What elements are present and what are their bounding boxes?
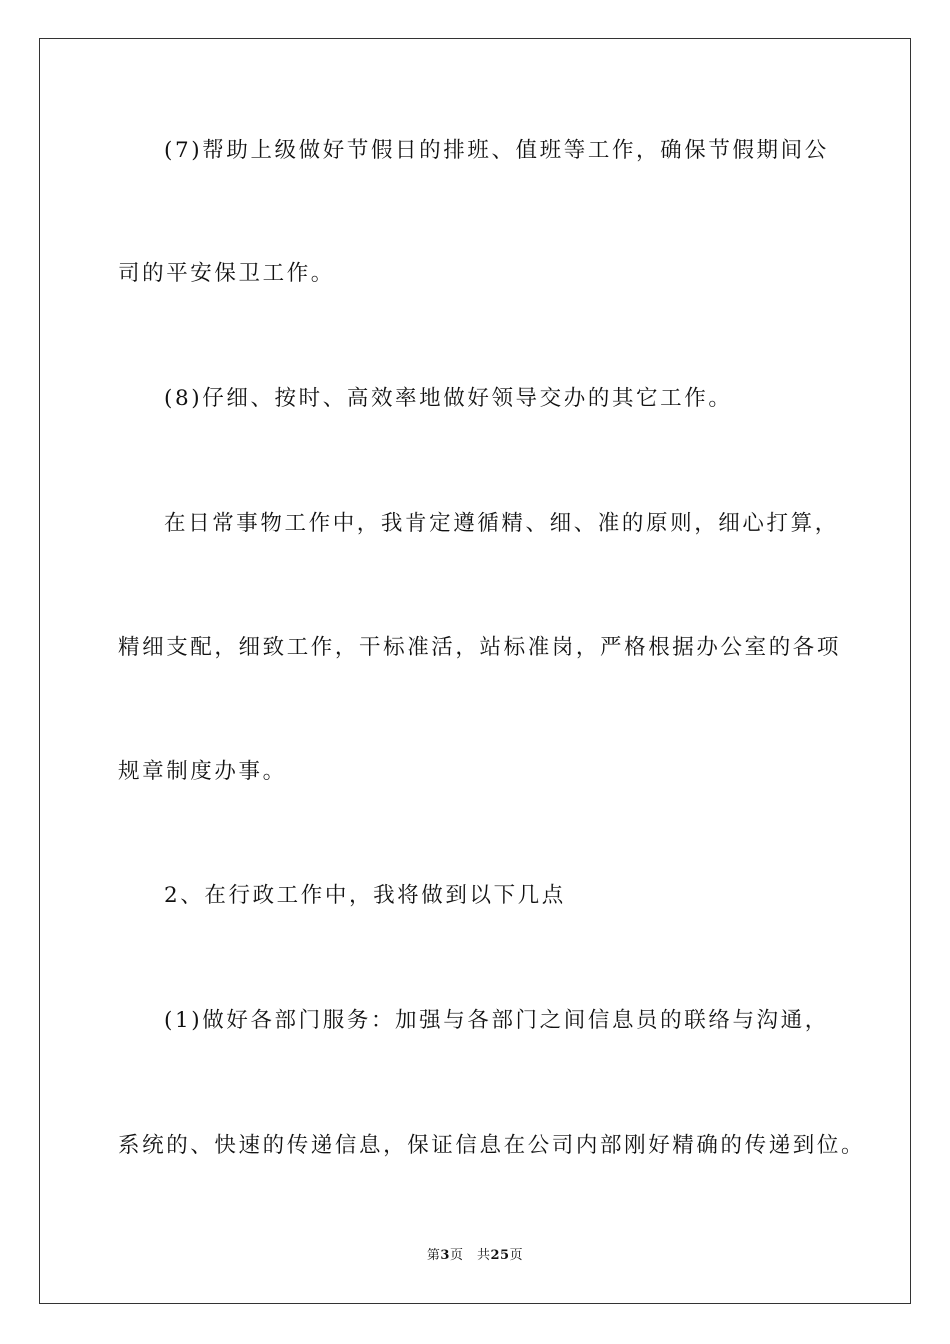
footer-total-pages: 25 <box>490 1248 510 1263</box>
paragraph-line-9: 系统的、快速的传递信息，保证信息在公司内部刚好精确的传递到位。 <box>118 1133 866 1158</box>
footer-prefix: 第 <box>426 1248 441 1263</box>
paragraph-line-1: (7)帮助上级做好节假日的排班、值班等工作，确保节假期间公 <box>164 138 829 163</box>
paragraph-line-6: 规章制度办事。 <box>118 759 287 784</box>
footer-middle: 页 共 <box>449 1248 491 1263</box>
paragraph-line-8: (1)做好各部门服务：加强与各部门之间信息员的联络与沟通， <box>164 1008 829 1033</box>
paragraph-line-4: 在日常事物工作中，我肯定遵循精、细、准的原则，细心打算， <box>164 511 839 536</box>
paragraph-line-5: 精细支配，细致工作，干标准活，站标准岗，严格根据办公室的各项 <box>118 635 842 660</box>
footer-suffix: 页 <box>509 1248 524 1263</box>
section-heading: 2、在行政工作中，我将做到以下几点 <box>164 883 566 908</box>
footer-page-number: 3 <box>440 1248 450 1263</box>
page-footer <box>0 1246 950 1266</box>
paragraph-line-3: (8)仔细、按时、高效率地做好领导交办的其它工作。 <box>164 386 733 411</box>
paragraph-line-2: 司的平安保卫工作。 <box>118 261 335 286</box>
page-border <box>39 38 911 1304</box>
